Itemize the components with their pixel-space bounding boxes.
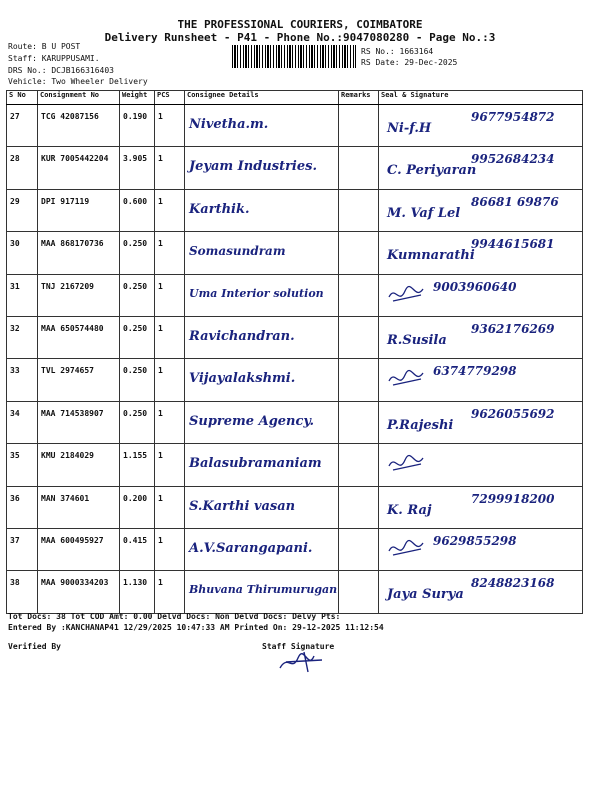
drs-label: DRS No.: DCJB166316403 [8, 66, 114, 75]
cell-pcs-text: 1 [158, 366, 163, 376]
col-weight: Weight [120, 91, 155, 105]
cell-weight [120, 486, 155, 528]
cell-sno-text: 36 [10, 493, 20, 503]
cell-pcs-text: 1 [158, 323, 163, 333]
consignee-handwriting: S.Karthi vasan [189, 498, 296, 514]
consignee-handwriting: Somasundram [189, 244, 286, 259]
cell-consignment-text: MAA 600495927 [41, 535, 104, 545]
col-consignment: Consignment No [38, 91, 120, 105]
col-signature: Seal & Signature [379, 91, 583, 105]
cell-pcs [155, 105, 185, 147]
cell-pcs [155, 528, 185, 570]
cell-consignment [38, 274, 120, 316]
consignee-handwriting: Karthik. [189, 201, 250, 217]
cell-remarks [339, 274, 379, 316]
cell-remarks [339, 571, 379, 613]
cell-consignee [185, 401, 339, 443]
recipient-signature: C. Periyaran [387, 163, 477, 179]
recipient-phone: 6374779298 [433, 364, 517, 379]
cell-pcs-text: 1 [158, 112, 163, 121]
verified-by-label: Verified By [8, 642, 61, 651]
cell-signature [379, 232, 583, 274]
recipient-signature: R.Susila [387, 332, 447, 348]
col-pcs: PCS [155, 91, 185, 105]
cell-signature [379, 571, 583, 613]
cell-sno [7, 105, 38, 147]
cell-weight [120, 189, 155, 231]
cell-sno-text: 33 [10, 366, 20, 376]
recipient-phone: 9677954872 [471, 110, 555, 124]
cell-consignee [185, 232, 339, 274]
recipient-signature: Ni-f.H [387, 121, 432, 136]
cell-consignment [38, 232, 120, 274]
cell-remarks [339, 486, 379, 528]
cell-signature [379, 444, 583, 486]
cell-consignee [185, 105, 339, 147]
cell-pcs-text: 1 [158, 535, 163, 545]
cell-sno-text: 32 [10, 323, 20, 333]
vehicle-label: Vehicle: Two Wheeler Delivery [8, 77, 148, 86]
cell-consignment-text: TCG 42087156 [41, 112, 99, 121]
table-row [7, 359, 583, 401]
cell-sno-text: 31 [10, 281, 20, 291]
cell-remarks [339, 359, 379, 401]
cell-weight-text: 3.905 [123, 154, 148, 164]
cell-consignment-text: KMU 2184029 [41, 451, 94, 461]
table-row [7, 401, 583, 443]
cell-pcs-text: 1 [158, 408, 163, 418]
cell-sno [7, 528, 38, 570]
cell-consignee [185, 189, 339, 231]
recipient-phone: 7299918200 [471, 491, 555, 506]
table-row [7, 486, 583, 528]
cell-remarks [339, 444, 379, 486]
cell-pcs-text: 1 [158, 281, 163, 291]
cell-sno-text: 28 [10, 154, 20, 164]
cell-sno [7, 401, 38, 443]
recipient-signature: Kumnarathi [387, 248, 475, 264]
cell-weight [120, 147, 155, 189]
cell-sno-text: 30 [10, 239, 20, 249]
cell-consignment [38, 528, 120, 570]
cell-pcs [155, 401, 185, 443]
cell-sno [7, 359, 38, 401]
cell-remarks [339, 105, 379, 147]
cell-sno [7, 486, 38, 528]
cell-sno [7, 571, 38, 613]
cell-pcs [155, 571, 185, 613]
cell-signature [379, 359, 583, 401]
cell-weight [120, 359, 155, 401]
cell-signature [379, 274, 583, 316]
consignee-handwriting: Nivetha.m. [189, 117, 269, 132]
cell-sno-text: 35 [10, 451, 20, 461]
cell-pcs [155, 316, 185, 358]
recipient-signature: M. Vaf Lel [387, 205, 461, 221]
cell-pcs-text: 1 [158, 154, 163, 164]
consignee-handwriting: Balasubramaniam [189, 456, 322, 472]
cell-pcs-text: 1 [158, 493, 163, 503]
cell-pcs-text: 1 [158, 196, 163, 206]
cell-weight-text: 1.155 [123, 451, 148, 461]
table-row [7, 105, 583, 147]
cell-weight-text: 0.250 [123, 239, 148, 249]
cell-weight [120, 571, 155, 613]
runsheet-table [6, 90, 583, 614]
recipient-signature-scribble [387, 452, 427, 476]
cell-weight [120, 232, 155, 274]
consignee-handwriting: Uma Interior solution [189, 286, 324, 300]
cell-weight-text: 0.200 [123, 493, 148, 503]
cell-weight-text: 0.250 [123, 366, 148, 376]
cell-weight [120, 274, 155, 316]
cell-consignment-text: MAA 714538907 [41, 408, 104, 418]
cell-remarks [339, 316, 379, 358]
totals-line: Tot Docs: 38 Tot COD Amt: 0.00 Delvd Docs: Non Delvd Docs: Delvy Pts: [8, 612, 341, 621]
cell-remarks [339, 401, 379, 443]
cell-consignee [185, 486, 339, 528]
cell-sno-text: 34 [10, 408, 20, 418]
table-row [7, 189, 583, 231]
consignee-handwriting: Vijayalakshmi. [189, 371, 296, 387]
cell-consignment-text: TNJ 2167209 [41, 281, 94, 291]
recipient-signature: P.Rajeshi [387, 417, 454, 433]
cell-signature [379, 486, 583, 528]
cell-weight-text: 0.250 [123, 408, 148, 418]
consignee-handwriting: Bhuvana Thirumurugan [189, 583, 338, 597]
recipient-phone: 9003960640 [433, 279, 517, 294]
cell-consignee [185, 444, 339, 486]
cell-pcs [155, 232, 185, 274]
cell-remarks [339, 528, 379, 570]
company-title: THE PROFESSIONAL COURIERS, COIMBATORE [177, 18, 423, 31]
recipient-phone: 9626055692 [471, 406, 555, 421]
cell-signature [379, 189, 583, 231]
consignee-handwriting: Jeyam Industries. [189, 159, 317, 175]
table-row [7, 232, 583, 274]
table-row [7, 316, 583, 358]
cell-consignment-text: MAN 374601 [41, 493, 90, 503]
col-sno: S No [7, 91, 38, 105]
cell-weight-text: 0.600 [123, 196, 148, 206]
table-row [7, 147, 583, 189]
cell-consignee [185, 359, 339, 401]
recipient-phone: 9944615681 [471, 237, 555, 252]
cell-weight-text: 0.190 [123, 112, 148, 121]
cell-signature [379, 105, 583, 147]
col-consignee: Consignee Details [185, 91, 339, 105]
cell-weight [120, 105, 155, 147]
cell-pcs [155, 189, 185, 231]
consignee-handwriting: Ravichandran. [189, 328, 295, 344]
cell-consignee [185, 147, 339, 189]
cell-sno [7, 274, 38, 316]
cell-consignment [38, 105, 120, 147]
staff-signature-label: Staff Signature [262, 642, 335, 651]
route-label: Route: B U POST [8, 42, 81, 51]
cell-pcs [155, 486, 185, 528]
recipient-signature-scribble [387, 367, 427, 391]
consignee-handwriting: A.V.Sarangapani. [189, 540, 313, 556]
recipient-phone: 9952684234 [471, 152, 555, 167]
cell-remarks [339, 232, 379, 274]
cell-signature [379, 401, 583, 443]
table-row [7, 274, 583, 316]
recipient-signature: Jaya Surya [387, 587, 464, 603]
rs-number: RS No.: 1663164 [361, 47, 434, 56]
cell-consignment-text: MAA 9000334203 [41, 578, 109, 588]
recipient-phone: 9362176269 [471, 321, 555, 336]
cell-consignment-text: MAA 650574480 [41, 323, 104, 333]
cell-signature [379, 147, 583, 189]
cell-sno [7, 444, 38, 486]
cell-consignment [38, 316, 120, 358]
cell-weight [120, 528, 155, 570]
table-header-row [7, 91, 583, 105]
barcode [232, 45, 356, 68]
recipient-phone: 8248823168 [471, 576, 555, 591]
cell-weight [120, 401, 155, 443]
cell-weight-text: 0.250 [123, 281, 148, 291]
cell-remarks [339, 147, 379, 189]
cell-pcs-text: 1 [158, 451, 163, 461]
cell-sno [7, 232, 38, 274]
staff-label: Staff: KARUPPUSAMI. [8, 54, 100, 63]
cell-consignee [185, 528, 339, 570]
cell-consignment-text: MAA 868170736 [41, 239, 104, 249]
recipient-phone: 9629855298 [433, 533, 517, 548]
consignee-handwriting: Supreme Agency. [189, 413, 315, 429]
cell-pcs-text: 1 [158, 578, 163, 588]
cell-pcs [155, 147, 185, 189]
cell-consignee [185, 571, 339, 613]
cell-consignment [38, 147, 120, 189]
cell-sno [7, 316, 38, 358]
cell-consignment [38, 444, 120, 486]
cell-weight [120, 444, 155, 486]
recipient-signature-scribble [387, 537, 427, 561]
recipient-signature: K. Raj [387, 502, 432, 518]
cell-consignment-text: DPI 917119 [41, 196, 90, 206]
cell-weight-text: 0.415 [123, 535, 148, 545]
cell-remarks [339, 189, 379, 231]
cell-pcs [155, 274, 185, 316]
recipient-signature-scribble [387, 283, 427, 307]
staff-signature-scribble [278, 650, 328, 674]
cell-pcs-text: 1 [158, 239, 163, 249]
cell-consignee [185, 316, 339, 358]
cell-consignment-text: KUR 7005442204 [41, 154, 109, 164]
table-row [7, 444, 583, 486]
cell-sno-text: 38 [10, 578, 20, 588]
rs-date: RS Date: 29-Dec-2025 [361, 58, 458, 67]
cell-consignment [38, 571, 120, 613]
cell-consignment [38, 401, 120, 443]
cell-weight-text: 0.250 [123, 323, 148, 333]
cell-signature [379, 528, 583, 570]
cell-signature [379, 316, 583, 358]
cell-pcs [155, 359, 185, 401]
col-remarks: Remarks [339, 91, 379, 105]
cell-consignment [38, 189, 120, 231]
cell-sno-text: 27 [10, 112, 20, 121]
cell-consignment [38, 359, 120, 401]
cell-weight [120, 316, 155, 358]
entered-by-line: Entered By :KANCHANAP41 12/29/2025 10:47:33 AM Printed On: 29-12-2025 11:12:54 [8, 623, 384, 632]
cell-weight-text: 1.130 [123, 578, 148, 588]
cell-consignment-text: TVL 2974657 [41, 366, 94, 376]
table-row [7, 528, 583, 570]
cell-sno-text: 37 [10, 535, 20, 545]
cell-sno [7, 189, 38, 231]
cell-consignee [185, 274, 339, 316]
table-row [7, 571, 583, 613]
runsheet-title: Delivery Runsheet - P41 - Phone No.:9047080280 - Page No.:3 [104, 31, 496, 44]
cell-sno-text: 29 [10, 196, 20, 206]
cell-sno [7, 147, 38, 189]
cell-consignment [38, 486, 120, 528]
recipient-phone: 86681 69876 [471, 194, 559, 209]
cell-pcs [155, 444, 185, 486]
